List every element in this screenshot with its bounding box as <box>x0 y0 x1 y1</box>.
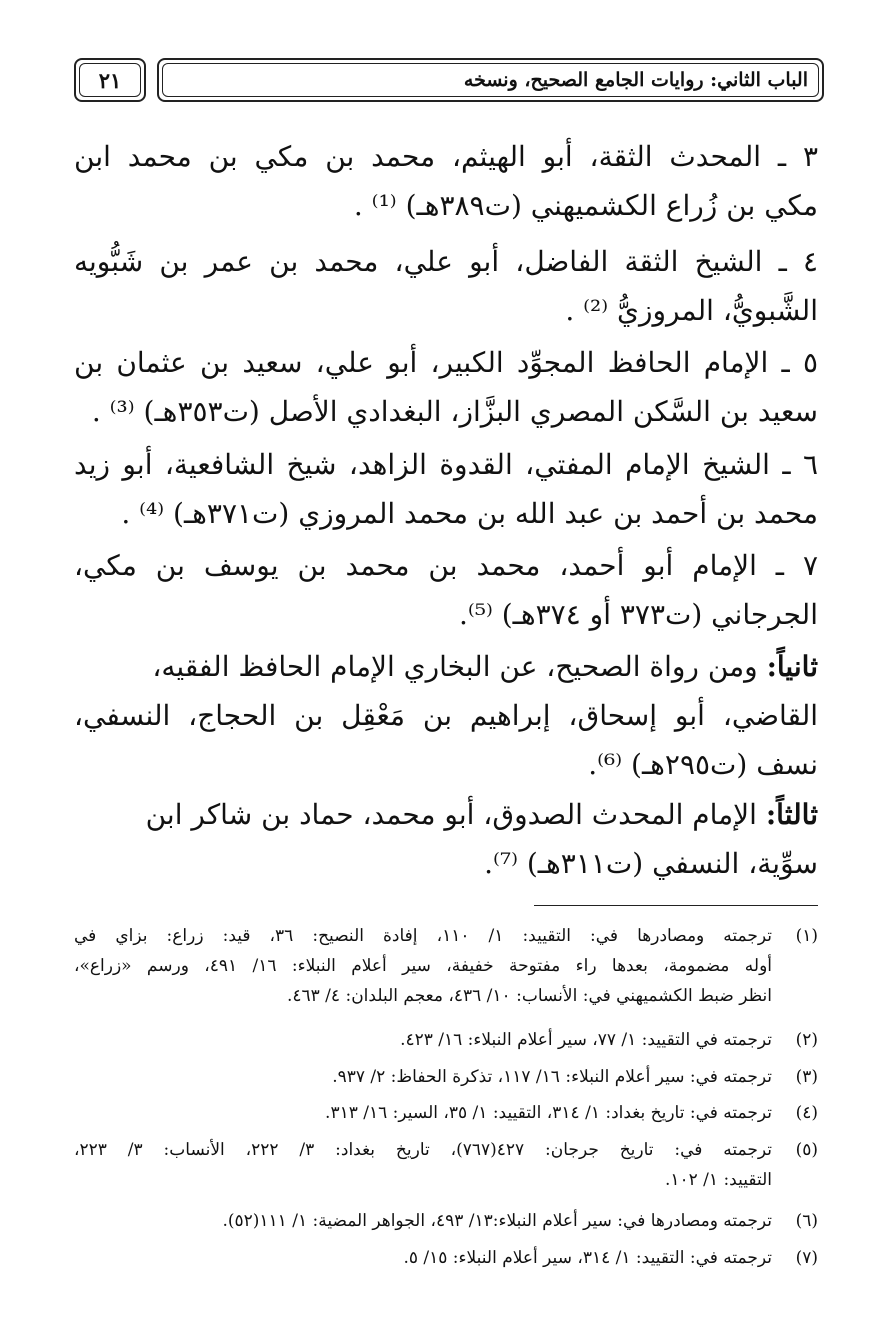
text-line: أوله مضمومة، بعدها راء مفتوحة خفيفة، سير أعلام النبلاء: ١٦/ ٤٩١، ورسم «زراع»، <box>74 956 772 976</box>
footnote-text <box>74 1062 772 1092</box>
second-narrator-paragraph <box>74 642 818 789</box>
footnote <box>74 921 818 1011</box>
text-line: ثالثاً: الإمام المحدث الصدوق، أبو محمد، حماد بن شاكر ابن <box>145 798 818 831</box>
footnote <box>74 1025 818 1055</box>
third-narrator-paragraph <box>74 790 818 888</box>
text-line: سوِّية، النسفي (ت٣١١هـ) ⁽⁷⁾. <box>484 847 818 880</box>
text-line: الشَّبويُّ، المروزيُّ ⁽²⁾ . <box>565 294 818 327</box>
footnote-number: (٤) <box>795 1103 818 1123</box>
text-line: ترجمته ومصادرها في: سير أعلام النبلاء:١٣/ ٤٩٣، الجواهر المضية: ١/ ١١١(٥٢). <box>222 1211 772 1231</box>
narrator-paragraph <box>74 440 818 538</box>
footnote-text <box>74 1025 772 1055</box>
footnote-divider <box>534 905 818 906</box>
narrator-paragraph <box>74 132 818 230</box>
text-line: ٣ ـ المحدث الثقة، أبو الهيثم، محمد بن مكي بن محمد ابن <box>74 140 818 173</box>
footnote <box>74 1243 818 1273</box>
footnote-text <box>74 1243 772 1273</box>
footnote <box>74 1098 818 1128</box>
text-line: ترجمته في: سير أعلام النبلاء: ١٦/ ١١٧، تذكرة الحفاظ: ٢/ ٩٣٧. <box>332 1067 772 1087</box>
footnote-number: (١) <box>795 926 818 946</box>
text-line: سعيد بن السَّكن المصري البزَّاز، البغدادي الأصل (ت٣٥٣هـ) ⁽³⁾ . <box>91 395 818 428</box>
text-line: نسف (ت٢٩٥هـ) ⁽⁶⁾. <box>588 748 818 781</box>
footnote <box>74 1135 818 1195</box>
narrator-paragraph <box>74 541 818 639</box>
text-line: مكي بن زُراع الكشميهني (ت٣٨٩هـ) ⁽¹⁾ . <box>353 189 818 222</box>
footnote-number: (٢) <box>795 1030 818 1050</box>
text-line: ترجمته في: تاريخ بغداد: ١/ ٣١٤، التقييد: ١/ ٣٥، السير: ١٦/ ٣١٣. <box>325 1103 772 1123</box>
text-line: الجرجاني (ت٣٧٣ أو ٣٧٤هـ) ⁽⁵⁾. <box>458 598 818 631</box>
footnote-text <box>74 1098 772 1128</box>
footnote-number: (٥) <box>795 1140 818 1160</box>
text-line: ترجمته في التقييد: ١/ ٧٧، سير أعلام النبلاء: ١٦/ ٤٢٣. <box>400 1030 772 1050</box>
text-line: ترجمته ومصادرها في: التقييد: ١/ ١١٠، إفادة النصيح: ٣٦، قيد: زراع: بزاي في <box>74 926 772 946</box>
text-line: انظر ضبط الكشميهني في: الأنساب: ١٠/ ٤٣٦، معجم البلدان: ٤/ ٤٦٣. <box>286 986 772 1006</box>
footnote-text <box>74 1206 772 1236</box>
chapter-title: الباب الثاني: روايات الجامع الصحيح، ونسخه <box>463 69 808 91</box>
text-line: ٥ ـ الإمام الحافظ المجوِّد الكبير، أبو علي، سعيد بن عثمان بن <box>74 346 818 379</box>
narrator-paragraph <box>74 237 818 335</box>
section-lead: ثالثاً: <box>765 798 818 831</box>
text-line: ٦ ـ الشيخ الإمام المفتي، القدوة الزاهد، شيخ الشافعية، أبو زيد <box>74 448 818 481</box>
text-line: التقييد: ١/ ١٠٢. <box>664 1170 772 1190</box>
page-number-box <box>74 58 146 102</box>
footnote <box>74 1206 818 1236</box>
footnote-number: (٣) <box>795 1067 818 1087</box>
text-line: ترجمته في: تاريخ جرجان: ٤٢٧(٧٦٧)، تاريخ بغداد: ٣/ ٢٢٢، الأنساب: ٣/ ٢٢٣، <box>74 1140 772 1160</box>
text-line: ثانياً: ومن رواة الصحيح، عن البخاري الإمام الحافظ الفقيه، <box>152 650 818 683</box>
text-line: ترجمته في: التقييد: ١/ ٣١٤، سير أعلام النبلاء: ١٥/ ٥. <box>403 1248 772 1268</box>
text-line: ٤ ـ الشيخ الثقة الفاضل، أبو علي، محمد بن عمر بن شَبُّويه <box>74 245 818 278</box>
footnote-number: (٧) <box>795 1248 818 1268</box>
text-line: محمد بن أحمد بن عبد الله بن محمد المروزي (ت٣٧١هـ) ⁽⁴⁾ . <box>121 497 818 530</box>
page-number: ٢١ <box>98 67 122 93</box>
footnote-text <box>74 921 772 1011</box>
footnote <box>74 1062 818 1092</box>
narrator-paragraph <box>74 338 818 436</box>
text-line: ٧ ـ الإمام أبو أحمد، محمد بن محمد بن يوسف بن مكي، <box>74 549 818 582</box>
text-line: القاضي، أبو إسحاق، إبراهيم بن مَعْقِل بن الحجاج، النسفي، <box>74 699 818 732</box>
footnote-number: (٦) <box>795 1211 818 1231</box>
running-header <box>157 58 824 102</box>
footnote-text <box>74 1135 772 1195</box>
section-lead: ثانياً: <box>766 650 818 683</box>
